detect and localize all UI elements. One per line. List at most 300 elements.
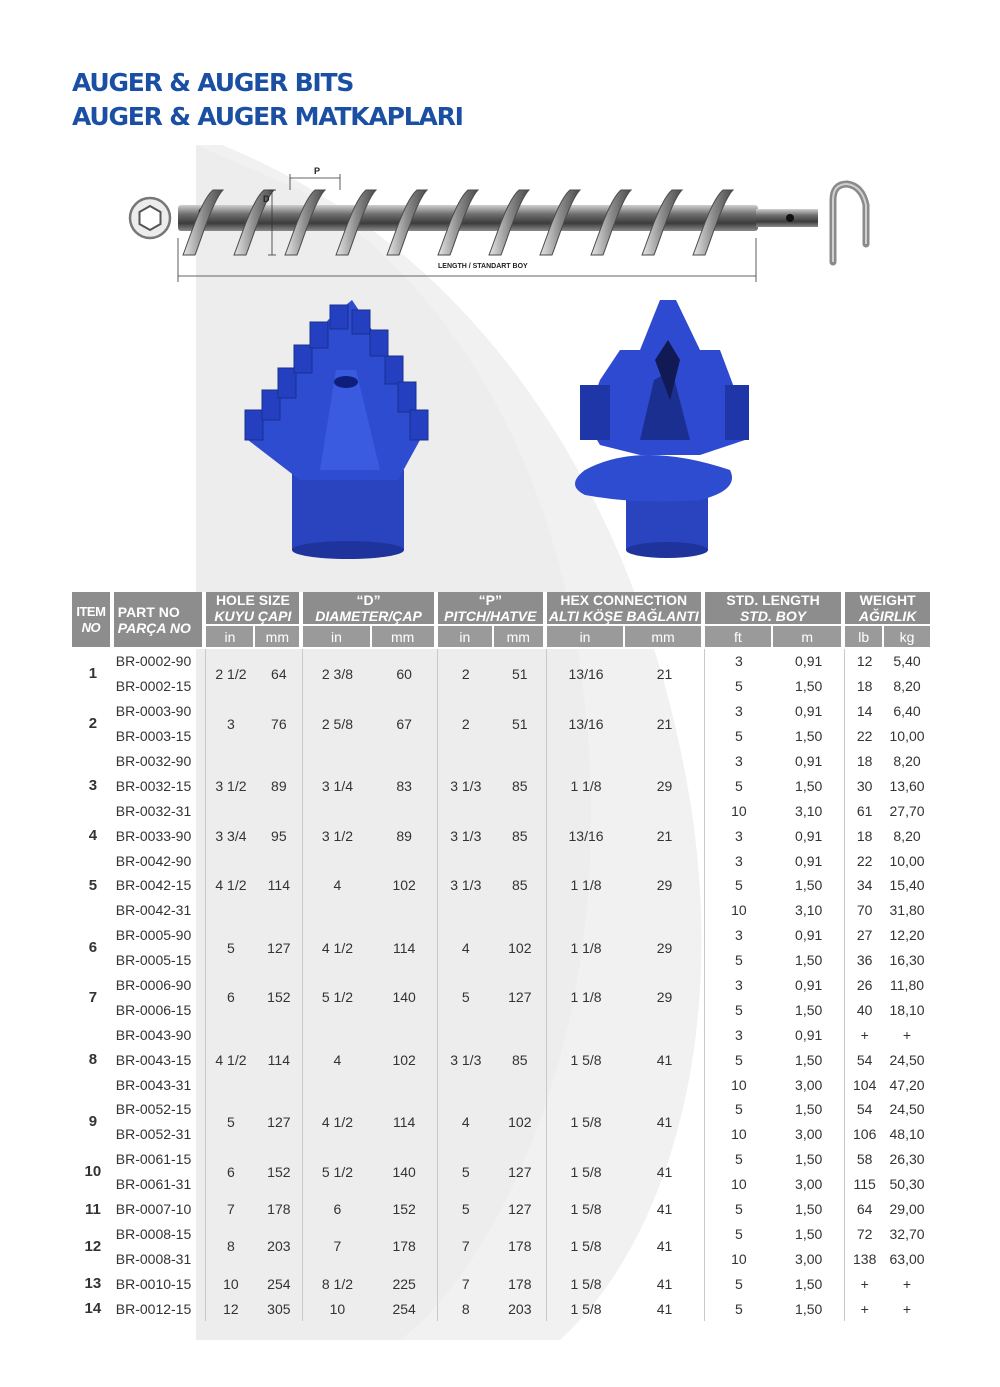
part-no-cell: BR-0010-15 bbox=[114, 1271, 207, 1296]
length-ft-cell: 3 bbox=[734, 1026, 743, 1043]
hole-in-cell: 4 1/2 bbox=[215, 877, 247, 894]
table-row bbox=[72, 1197, 930, 1222]
weight-kg-cell: 32,70 bbox=[889, 1225, 925, 1242]
hole-in-cell: 5 bbox=[227, 1113, 235, 1130]
hole-mm-cell: 64 bbox=[255, 649, 303, 699]
weight-lb-cell: 30 bbox=[856, 777, 873, 794]
hex-in-cell: 1 5/8 bbox=[570, 1275, 602, 1292]
weight-kg-cell: 63,00 bbox=[889, 1250, 925, 1267]
weight-lb-cell: 138 bbox=[853, 1250, 877, 1267]
diameter-in-cell: 6 bbox=[333, 1201, 342, 1218]
diameter-mm-cell: 67 bbox=[372, 699, 438, 749]
length-ft-cell: 3 bbox=[734, 927, 743, 944]
diameter-in-cell: 2 3/8 bbox=[321, 665, 353, 682]
header-std-length: STD. LENGTH STD. BOY bbox=[705, 592, 846, 626]
length-m-cell: 0,91 bbox=[773, 649, 845, 674]
length-m-cell: 1,50 bbox=[773, 724, 845, 749]
pitch-mm-cell: 178 bbox=[494, 1221, 547, 1271]
hole-mm-cell: 178 bbox=[255, 1197, 303, 1222]
diameter-in-cell: 4 bbox=[333, 1051, 342, 1068]
length-m-cell: 3,00 bbox=[773, 1172, 845, 1197]
weight-lb-cell: 54 bbox=[856, 1051, 873, 1068]
hex-in-cell: 13/16 bbox=[568, 665, 604, 682]
pitch-mm-cell: 51 bbox=[494, 699, 547, 749]
hole-in-cell: 6 bbox=[227, 989, 235, 1006]
hole-mm-cell: 89 bbox=[255, 749, 303, 824]
weight-kg-cell: 8,20 bbox=[893, 678, 921, 695]
pitch-mm-cell: 85 bbox=[494, 848, 547, 923]
table-row bbox=[72, 749, 930, 774]
weight-kg-cell: 29,00 bbox=[889, 1201, 925, 1218]
pitch-in-cell: 3 1/3 bbox=[450, 827, 482, 844]
part-no-cell: BR-0052-31 bbox=[114, 1122, 207, 1147]
item-no-cell: 10 bbox=[84, 1163, 102, 1181]
hole-in-cell: 2 1/2 bbox=[215, 665, 247, 682]
hex-in-cell: 1 1/8 bbox=[570, 989, 602, 1006]
part-no-cell: BR-0061-15 bbox=[114, 1147, 207, 1172]
weight-lb-cell: 72 bbox=[856, 1225, 873, 1242]
weight-kg-cell: 10,00 bbox=[889, 728, 925, 745]
weight-kg-cell: 26,30 bbox=[889, 1151, 925, 1168]
diameter-mm-cell: 225 bbox=[372, 1271, 438, 1296]
length-ft-cell: 3 bbox=[734, 827, 743, 844]
diameter-mm-cell: 254 bbox=[372, 1296, 438, 1321]
length-m-cell: 3,00 bbox=[773, 1072, 845, 1097]
table-row bbox=[72, 649, 930, 674]
table-row bbox=[72, 823, 930, 848]
part-no-cell: BR-0005-15 bbox=[114, 948, 207, 973]
length-m-cell: 1,50 bbox=[773, 1271, 845, 1296]
part-no-cell: BR-0043-15 bbox=[114, 1047, 207, 1072]
part-no-cell: BR-0042-31 bbox=[114, 898, 207, 923]
hole-mm-cell: 95 bbox=[255, 823, 303, 848]
item-no-cell: 6 bbox=[88, 939, 98, 957]
length-ft-cell: 5 bbox=[734, 1201, 743, 1218]
pitch-in-cell: 5 bbox=[461, 1201, 470, 1218]
diameter-in-cell: 8 1/2 bbox=[321, 1275, 353, 1292]
length-m-cell: 3,00 bbox=[773, 1122, 845, 1147]
stepped-tapered-bit-icon bbox=[245, 300, 428, 559]
length-ft-cell: 5 bbox=[734, 1300, 743, 1317]
hole-mm-cell: 127 bbox=[255, 1097, 303, 1147]
item-no-cell: 9 bbox=[88, 1113, 98, 1131]
unit-cell: mm bbox=[255, 626, 303, 649]
table-row bbox=[72, 923, 930, 948]
header-hole-size: HOLE SIZE KUYU ÇAPI bbox=[206, 592, 303, 626]
pitch-in-cell: 8 bbox=[461, 1300, 470, 1317]
diameter-mm-cell: 114 bbox=[372, 923, 438, 973]
length-ft-cell: 5 bbox=[734, 777, 743, 794]
length-ft-cell: 5 bbox=[734, 1225, 743, 1242]
hex-in-cell: 1 5/8 bbox=[570, 1238, 602, 1255]
title-line-turkish: AUGER & AUGER MATKAPLARI bbox=[72, 102, 463, 131]
weight-lb-cell: 18 bbox=[856, 678, 873, 695]
weight-lb-cell: 26 bbox=[856, 977, 873, 994]
item-no-cell: 2 bbox=[88, 715, 98, 733]
pitch-in-cell: 5 bbox=[461, 1163, 470, 1180]
diameter-in-cell: 10 bbox=[329, 1300, 346, 1317]
part-no-cell: BR-0032-31 bbox=[114, 798, 207, 823]
part-no-cell: BR-0006-90 bbox=[114, 973, 207, 998]
length-m-cell: 1,50 bbox=[773, 773, 845, 798]
pitch-mm-cell: 127 bbox=[494, 1197, 547, 1222]
hole-in-cell: 3 bbox=[227, 715, 235, 732]
hole-in-cell: 8 bbox=[227, 1238, 235, 1255]
weight-kg-cell: 48,10 bbox=[889, 1126, 925, 1143]
weight-kg-cell: 11,80 bbox=[890, 977, 925, 994]
diameter-in-cell: 4 1/2 bbox=[321, 1113, 353, 1130]
weight-kg-cell: 10,00 bbox=[889, 852, 925, 869]
length-ft-cell: 10 bbox=[731, 902, 747, 919]
weight-kg-cell: 47,20 bbox=[889, 1076, 925, 1093]
length-m-cell: 0,91 bbox=[773, 973, 845, 998]
length-ft-cell: 5 bbox=[734, 952, 743, 969]
item-no-cell: 12 bbox=[84, 1237, 102, 1255]
weight-lb-cell: + bbox=[860, 1300, 869, 1317]
length-m-cell: 0,91 bbox=[773, 749, 845, 774]
length-m-cell: 3,10 bbox=[773, 798, 845, 823]
hole-mm-cell: 114 bbox=[255, 848, 303, 923]
hole-in-cell: 7 bbox=[227, 1201, 235, 1218]
length-m-cell: 1,50 bbox=[773, 1221, 845, 1246]
hole-in-cell: 10 bbox=[223, 1275, 239, 1292]
hex-in-cell: 13/16 bbox=[568, 715, 604, 732]
hex-in-cell: 1 1/8 bbox=[570, 777, 602, 794]
hole-in-cell: 3 1/2 bbox=[215, 777, 247, 794]
unit-cell: m bbox=[773, 626, 845, 649]
length-ft-cell: 3 bbox=[734, 852, 743, 869]
weight-lb-cell: 70 bbox=[856, 902, 873, 919]
length-m-cell: 1,50 bbox=[773, 873, 845, 898]
weight-lb-cell: 34 bbox=[856, 877, 873, 894]
weight-lb-cell: 18 bbox=[856, 753, 873, 769]
diameter-mm-cell: 152 bbox=[372, 1197, 438, 1222]
length-m-cell: 3,10 bbox=[773, 898, 845, 923]
weight-kg-cell: 12,20 bbox=[889, 927, 925, 944]
pitch-in-cell: 4 bbox=[461, 1113, 470, 1130]
pitch-mm-cell: 178 bbox=[494, 1271, 547, 1296]
part-no-cell: BR-0012-15 bbox=[114, 1296, 207, 1321]
diameter-in-cell: 5 1/2 bbox=[321, 1163, 353, 1180]
header-hex-connection: HEX CONNECTION ALTI KÖŞE BAĞLANTI bbox=[547, 592, 705, 626]
length-ft-cell: 5 bbox=[734, 1275, 743, 1292]
pitch-in-cell: 4 bbox=[461, 939, 470, 956]
weight-lb-cell: 106 bbox=[853, 1126, 877, 1143]
weight-lb-cell: 104 bbox=[853, 1076, 877, 1093]
weight-kg-cell: 27,70 bbox=[889, 802, 925, 819]
hole-mm-cell: 114 bbox=[255, 1022, 303, 1097]
hex-mm-cell: 41 bbox=[625, 1271, 704, 1296]
hex-mm-cell: 41 bbox=[625, 1296, 704, 1321]
part-no-cell: BR-0042-15 bbox=[114, 873, 207, 898]
weight-kg-cell: 6,40 bbox=[893, 703, 921, 720]
page-title bbox=[72, 66, 463, 134]
length-m-cell: 1,50 bbox=[773, 1296, 845, 1321]
title-line-english: AUGER & AUGER BITS bbox=[72, 68, 354, 97]
length-ft-cell: 3 bbox=[734, 753, 743, 769]
table-row bbox=[72, 1271, 930, 1296]
length-ft-cell: 5 bbox=[734, 1101, 743, 1118]
length-ft-cell: 3 bbox=[734, 653, 743, 670]
diameter-in-cell: 4 1/2 bbox=[321, 939, 353, 956]
length-m-cell: 0,91 bbox=[773, 923, 845, 948]
table-row bbox=[72, 1296, 930, 1321]
pitch-in-cell: 7 bbox=[461, 1238, 470, 1255]
part-no-cell: BR-0033-90 bbox=[114, 823, 207, 848]
item-no-cell: 5 bbox=[88, 876, 98, 894]
header-weight: WEIGHT AĞIRLIK bbox=[845, 592, 930, 626]
hex-mm-cell: 21 bbox=[625, 823, 704, 848]
length-ft-cell: 10 bbox=[731, 1176, 747, 1193]
length-ft-cell: 10 bbox=[731, 1250, 747, 1267]
weight-kg-cell: 31,80 bbox=[889, 902, 925, 919]
weight-lb-cell: 36 bbox=[856, 952, 873, 969]
weight-kg-cell: 8,20 bbox=[893, 753, 921, 769]
item-no-cell: 4 bbox=[88, 827, 98, 845]
table-row bbox=[72, 1147, 930, 1172]
item-no-cell: 13 bbox=[84, 1275, 102, 1293]
length-m-cell: 0,91 bbox=[773, 1022, 845, 1047]
table-row bbox=[72, 973, 930, 998]
part-no-cell: BR-0042-90 bbox=[114, 848, 207, 873]
header-pitch: “P” PITCH/HATVE bbox=[438, 592, 547, 626]
hex-in-cell: 13/16 bbox=[568, 827, 604, 844]
weight-kg-cell: 8,20 bbox=[893, 827, 921, 844]
unit-cell: mm bbox=[625, 626, 704, 649]
length-m-cell: 1,50 bbox=[773, 674, 845, 699]
hole-mm-cell: 76 bbox=[255, 699, 303, 749]
weight-kg-cell: 50,30 bbox=[889, 1176, 925, 1193]
unit-cell: in bbox=[438, 626, 494, 649]
length-ft-cell: 3 bbox=[734, 703, 743, 720]
diameter-in-cell: 3 1/4 bbox=[321, 777, 353, 794]
unit-cell: lb bbox=[845, 626, 884, 649]
part-no-cell: BR-0003-90 bbox=[114, 699, 207, 724]
length-ft-cell: 5 bbox=[734, 1151, 743, 1168]
weight-kg-cell: 18,10 bbox=[889, 1001, 925, 1018]
weight-kg-cell: + bbox=[902, 1026, 912, 1043]
hex-mm-cell: 21 bbox=[625, 649, 704, 699]
diameter-in-cell: 3 1/2 bbox=[321, 827, 353, 844]
weight-lb-cell: 115 bbox=[853, 1176, 876, 1193]
hole-in-cell: 4 1/2 bbox=[215, 1051, 247, 1068]
part-no-cell: BR-0052-15 bbox=[114, 1097, 207, 1122]
hex-mm-cell: 29 bbox=[625, 923, 704, 973]
unit-cell: mm bbox=[494, 626, 547, 649]
hex-mm-cell: 21 bbox=[625, 699, 704, 749]
unit-cell: in bbox=[206, 626, 255, 649]
part-no-cell: BR-0043-90 bbox=[114, 1022, 207, 1047]
diameter-mm-cell: 102 bbox=[372, 1022, 438, 1097]
table-row bbox=[72, 848, 930, 873]
item-no-cell: 3 bbox=[88, 777, 98, 795]
weight-kg-cell: + bbox=[902, 1300, 912, 1317]
weight-lb-cell: 58 bbox=[856, 1151, 873, 1168]
hole-mm-cell: 152 bbox=[255, 973, 303, 1023]
part-no-cell: BR-0002-90 bbox=[114, 649, 207, 674]
weight-kg-cell: 24,50 bbox=[889, 1101, 925, 1118]
length-ft-cell: 5 bbox=[734, 678, 743, 695]
hex-in-cell: 1 5/8 bbox=[570, 1113, 602, 1130]
length-ft-cell: 5 bbox=[734, 877, 743, 894]
pitch-in-cell: 3 1/3 bbox=[450, 877, 482, 894]
hole-mm-cell: 203 bbox=[255, 1221, 303, 1271]
diameter-mm-cell: 102 bbox=[372, 848, 438, 923]
part-no-cell: BR-0006-15 bbox=[114, 997, 207, 1022]
pitch-in-cell: 5 bbox=[461, 989, 470, 1006]
pitch-in-cell: 7 bbox=[461, 1275, 470, 1292]
weight-lb-cell: 27 bbox=[856, 927, 873, 944]
part-no-cell: BR-0005-90 bbox=[114, 923, 207, 948]
table-row bbox=[72, 1097, 930, 1122]
hex-in-cell: 1 1/8 bbox=[570, 939, 602, 956]
weight-lb-cell: 18 bbox=[856, 827, 873, 844]
specifications-table bbox=[72, 592, 930, 1321]
diameter-mm-cell: 178 bbox=[372, 1221, 438, 1271]
length-m-cell: 1,50 bbox=[773, 1147, 845, 1172]
diameter-mm-cell: 140 bbox=[372, 1147, 438, 1197]
pitch-mm-cell: 85 bbox=[494, 823, 547, 848]
pitch-in-cell: 3 1/3 bbox=[450, 777, 482, 794]
weight-kg-cell: 16,30 bbox=[889, 952, 925, 969]
unit-cell: ft bbox=[705, 626, 773, 649]
header-item: ITEM NO bbox=[72, 592, 114, 649]
weight-lb-cell: 14 bbox=[856, 703, 873, 720]
part-no-cell: BR-0003-15 bbox=[114, 724, 207, 749]
weight-lb-cell: 64 bbox=[856, 1201, 873, 1218]
length-ft-cell: 3 bbox=[734, 977, 743, 994]
weight-lb-cell: 22 bbox=[856, 852, 873, 869]
pitch-mm-cell: 102 bbox=[494, 923, 547, 973]
hole-in-cell: 12 bbox=[223, 1300, 239, 1317]
pitch-mm-cell: 85 bbox=[494, 749, 547, 824]
weight-kg-cell: 24,50 bbox=[889, 1051, 925, 1068]
length-m-cell: 0,91 bbox=[773, 823, 845, 848]
pitch-mm-cell: 51 bbox=[494, 649, 547, 699]
hex-mm-cell: 41 bbox=[625, 1022, 704, 1097]
weight-lb-cell: 61 bbox=[856, 802, 873, 819]
table-row bbox=[72, 1221, 930, 1246]
hole-in-cell: 5 bbox=[227, 939, 235, 956]
hex-mm-cell: 41 bbox=[625, 1147, 704, 1197]
hex-in-cell: 1 5/8 bbox=[570, 1163, 602, 1180]
length-ft-cell: 5 bbox=[734, 728, 743, 745]
unit-cell: in bbox=[303, 626, 371, 649]
part-no-cell: BR-0043-31 bbox=[114, 1072, 207, 1097]
table-body bbox=[72, 649, 930, 1321]
hex-mm-cell: 29 bbox=[625, 749, 704, 824]
pitch-label: P bbox=[314, 166, 321, 176]
diameter-label: D bbox=[263, 194, 270, 204]
hex-in-cell: 1 5/8 bbox=[570, 1201, 602, 1218]
length-m-cell: 3,00 bbox=[773, 1246, 845, 1271]
part-no-cell: BR-0008-31 bbox=[114, 1246, 207, 1271]
diameter-mm-cell: 140 bbox=[372, 973, 438, 1023]
diameter-in-cell: 7 bbox=[333, 1238, 342, 1255]
length-m-cell: 1,50 bbox=[773, 1197, 845, 1222]
weight-lb-cell: + bbox=[860, 1026, 869, 1043]
hole-in-cell: 3 3/4 bbox=[215, 827, 247, 844]
unit-cell: kg bbox=[884, 626, 930, 649]
part-no-cell: BR-0032-90 bbox=[114, 749, 207, 774]
length-m-cell: 0,91 bbox=[773, 699, 845, 724]
hole-mm-cell: 254 bbox=[255, 1271, 303, 1296]
unit-cell: in bbox=[547, 626, 625, 649]
item-no-cell: 7 bbox=[88, 988, 98, 1006]
length-ft-cell: 5 bbox=[734, 1001, 743, 1018]
part-no-cell: BR-0002-15 bbox=[114, 674, 207, 699]
header-row bbox=[72, 592, 930, 626]
length-m-cell: 1,50 bbox=[773, 1047, 845, 1072]
hex-mm-cell: 41 bbox=[625, 1221, 704, 1271]
weight-lb-cell: 12 bbox=[856, 653, 873, 670]
weight-kg-cell: + bbox=[902, 1275, 912, 1292]
table-row bbox=[72, 699, 930, 724]
spiral-auger-bit-icon bbox=[575, 300, 749, 558]
hole-mm-cell: 127 bbox=[255, 923, 303, 973]
hex-mm-cell: 29 bbox=[625, 848, 704, 923]
part-no-cell: BR-0032-15 bbox=[114, 773, 207, 798]
length-m-cell: 1,50 bbox=[773, 997, 845, 1022]
item-no-cell: 14 bbox=[84, 1300, 102, 1318]
pitch-mm-cell: 127 bbox=[494, 973, 547, 1023]
pitch-in-cell: 2 bbox=[461, 715, 470, 732]
pitch-in-cell: 3 1/3 bbox=[450, 1051, 482, 1068]
weight-lb-cell: + bbox=[860, 1275, 869, 1292]
item-no-cell: 11 bbox=[84, 1200, 101, 1218]
length-ft-cell: 10 bbox=[731, 802, 747, 819]
weight-kg-cell: 5,40 bbox=[893, 653, 921, 670]
diameter-in-cell: 2 5/8 bbox=[321, 715, 353, 732]
hex-in-cell: 1 1/8 bbox=[570, 877, 602, 894]
item-no-cell: 1 bbox=[88, 665, 98, 683]
length-m-cell: 0,91 bbox=[773, 848, 845, 873]
item-no-cell: 8 bbox=[88, 1051, 98, 1069]
pitch-mm-cell: 85 bbox=[494, 1022, 547, 1097]
header-part-no: PART NO PARÇA NO bbox=[114, 592, 207, 649]
hex-mm-cell: 41 bbox=[625, 1097, 704, 1147]
length-ft-cell: 5 bbox=[734, 1051, 743, 1068]
hex-in-cell: 1 5/8 bbox=[570, 1051, 602, 1068]
diameter-mm-cell: 60 bbox=[372, 649, 438, 699]
hole-mm-cell: 152 bbox=[255, 1147, 303, 1197]
hex-mm-cell: 41 bbox=[625, 1197, 704, 1222]
length-ft-cell: 10 bbox=[731, 1126, 747, 1143]
weight-kg-cell: 15,40 bbox=[889, 877, 925, 894]
header-diameter: “D” DIAMETER/ÇAP bbox=[303, 592, 437, 626]
weight-lb-cell: 40 bbox=[856, 1001, 873, 1018]
pitch-mm-cell: 102 bbox=[494, 1097, 547, 1147]
part-no-cell: BR-0061-31 bbox=[114, 1172, 207, 1197]
pitch-mm-cell: 127 bbox=[494, 1147, 547, 1197]
hole-mm-cell: 305 bbox=[255, 1296, 303, 1321]
hex-in-cell: 1 5/8 bbox=[570, 1300, 602, 1317]
diameter-in-cell: 4 bbox=[333, 877, 342, 894]
pitch-mm-cell: 203 bbox=[494, 1296, 547, 1321]
pitch-in-cell: 2 bbox=[461, 665, 470, 682]
weight-kg-cell: 13,60 bbox=[889, 777, 925, 794]
unit-cell: mm bbox=[372, 626, 438, 649]
part-no-cell: BR-0007-10 bbox=[114, 1197, 207, 1222]
diameter-in-cell: 5 1/2 bbox=[321, 989, 353, 1006]
length-m-cell: 1,50 bbox=[773, 948, 845, 973]
diameter-mm-cell: 83 bbox=[372, 749, 438, 824]
hex-mm-cell: 29 bbox=[625, 973, 704, 1023]
length-ft-cell: 10 bbox=[731, 1076, 747, 1093]
table-row bbox=[72, 1022, 930, 1047]
weight-lb-cell: 54 bbox=[856, 1101, 873, 1118]
weight-lb-cell: 22 bbox=[856, 728, 873, 745]
